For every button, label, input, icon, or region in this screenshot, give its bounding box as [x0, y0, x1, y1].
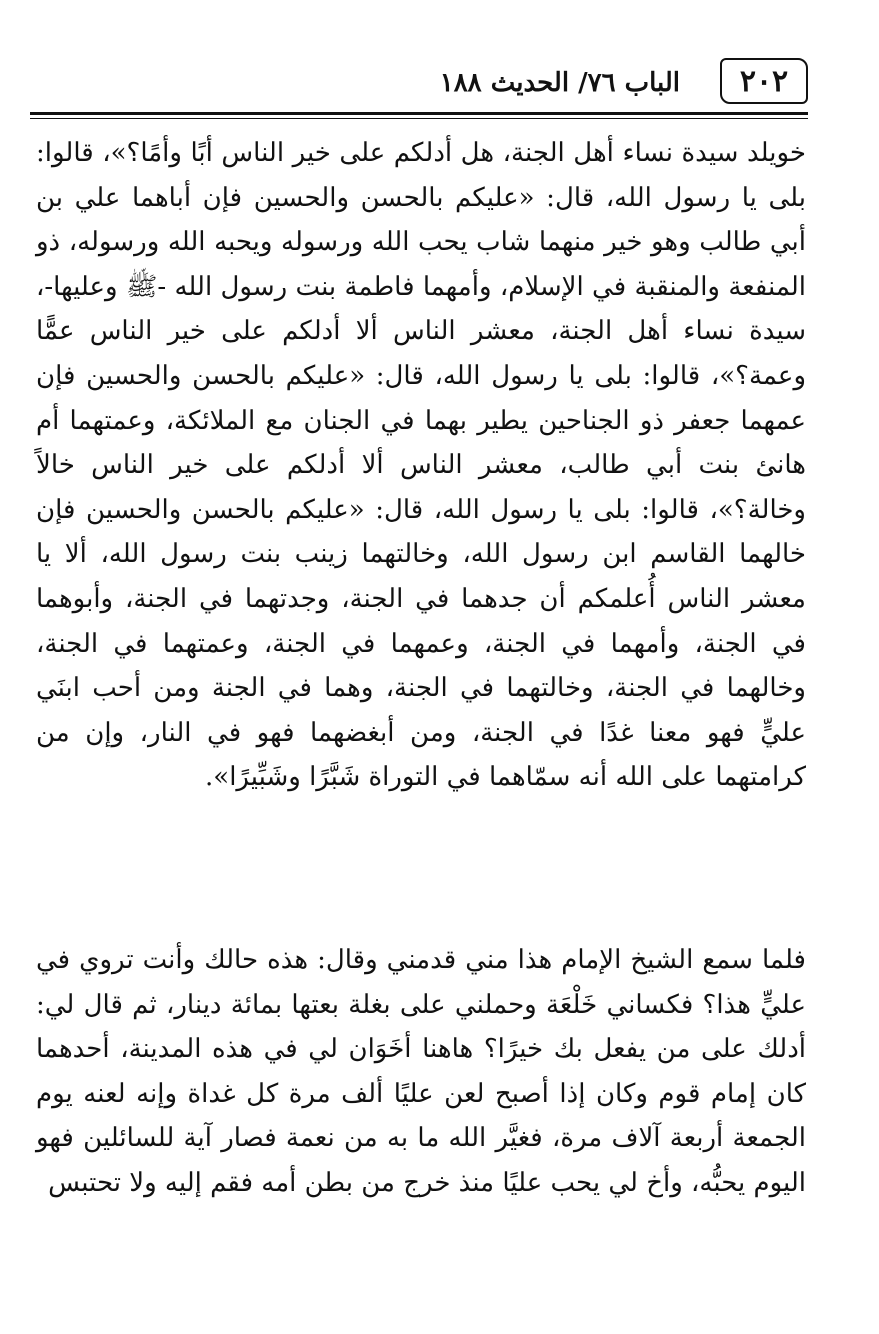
header-rule-thin	[30, 118, 808, 119]
page-header	[30, 58, 808, 120]
page-number: ٢٠٢	[720, 58, 808, 104]
body-paragraph-1	[36, 131, 806, 800]
body-paragraph-2	[36, 938, 806, 1206]
paragraph-text: فلما سمع الشيخ الإمام هذا مني قدمني وقال: هذه حالك وأنت تروي في عليٍّ هذا؟ فكساني خَلْعَة وحملني على بغلة بعتها بمائة دينار، ثم قال لي: أدلك على من يفعل بك خيرًا؟ هاهنا أخَوَان لي في هذه المدينة، أحدهما كان إمام قوم وكان إذا أصبح لعن عليًا ألف مرة كل غداة وإنه لعنه يوم الجمعة أربعة آلاف مرة، فغيَّر الله ما به من نعمة فصار آية للسائلين فهو اليوم يحبُّه، وأخ لي يحب عليًا منذ خرج من بطن أمه فقم إليه ولا تحتبس	[36, 945, 807, 1198]
paragraph-text: خويلد سيدة نساء أهل الجنة، هل أدلكم على خير الناس أبًا وأمًا؟»، قالوا: بلى يا رسول الله، قال: «عليكم بالحسن والحسين فإن أباهما علي بن أبي طالب وهو خير منهما شاب يحب الله ورسوله ويحبه الله ورسوله، ذو المنفعة والمنقبة في الإسلام، وأمهما فاطمة بنت رسول الله -ﷺ وعليها-، سيدة نساء أهل الجنة، معشر الناس ألا أدلكم على خير الناس عمًّا وعمة؟»، قالوا: بلى يا رسول الله، قال: «عليكم بالحسن والحسين فإن عمهما جعفر ذو الجناحين يطير بهما في الجنان مع الملائكة، وعمتهما أم هانئ بنت أبي طالب، معشر الناس ألا أدلكم على خير الناس خالاً وخالة؟»، قالوا: بلى يا رسول الله، قال: «عليكم بالحسن والحسين فإن خالهما القاسم ابن رسول الله، وخالتهما زينب بنت رسول الله، ألا يا معشر الناس أُعلمكم أن جدهما في الجنة، وجدتهما في الجنة، وأبوهما في الجنة، وأمهما في الجنة، وعمهما في الجنة، وعمتهما في الجنة، وخالهما في الجنة، وخالتهما في الجنة، وهما في الجنة ومن أحب ابنَي عليٍّ فهو معنا غدًا في الجنة، ومن أبغضهما فهو في النار، وإن من كرامتهما على الله أنه سمّاهما في التوراة شَبَّرًا وشَبِّيرًا».	[36, 138, 806, 793]
header-rule	[30, 112, 808, 115]
running-head: الباب ٧٦/ الحديث ١٨٨	[439, 68, 680, 98]
